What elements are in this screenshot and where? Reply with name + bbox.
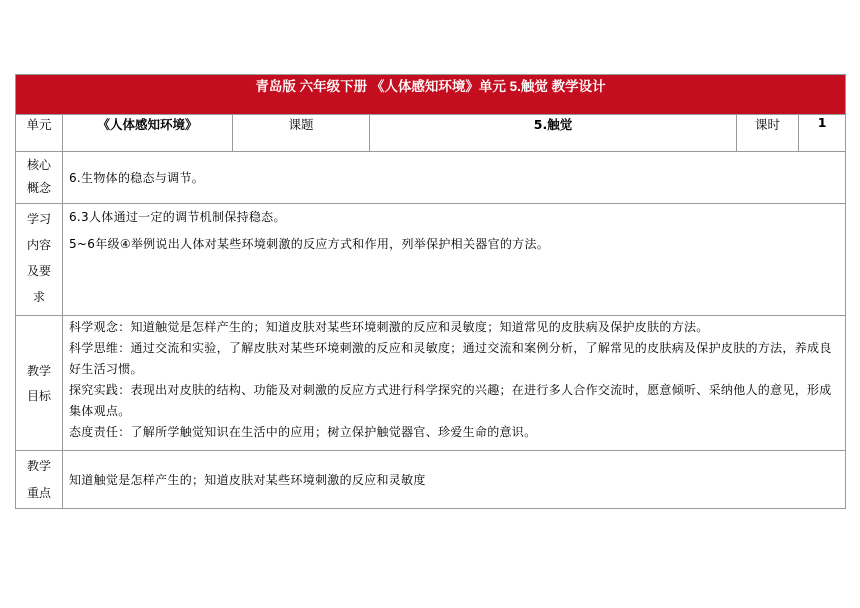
- requirement-line: 6.3人体通过一定的调节机制保持稳态。: [69, 210, 286, 224]
- learning-requirements-label: [16, 204, 63, 316]
- key-points-content: [63, 451, 846, 509]
- key-points-row: [16, 451, 846, 509]
- topic-label: 课题: [233, 115, 370, 152]
- teaching-goals-label: [16, 316, 63, 451]
- label-line: 概念: [26, 181, 51, 195]
- period-label: 课时: [737, 115, 799, 152]
- learning-requirements-row: [16, 204, 846, 316]
- teaching-goals-row: [16, 316, 846, 451]
- title-row: [16, 75, 846, 115]
- label-line: 求: [32, 290, 45, 304]
- label-line: 教学: [26, 459, 51, 473]
- core-concept-content: [63, 152, 846, 204]
- teaching-goals-content: [63, 316, 846, 451]
- goal-line: 态度责任：了解所学触觉知识在生活中的应用；树立保护触觉器官、珍爱生命的意识。: [69, 425, 537, 439]
- key-points-label: [16, 451, 63, 509]
- label-line: 及要: [26, 264, 51, 278]
- label-line: 重点: [26, 486, 51, 500]
- period-value: 1: [799, 115, 846, 152]
- label-line: 内容: [26, 238, 51, 252]
- core-concept-row: [16, 152, 846, 204]
- goal-line: 探究实践：表现出对皮肤的结构、功能及对刺激的反应方式进行科学探究的兴趣；在进行多人合作交流时，愿意倾听、采纳他人的意见，形成集体观点。: [69, 383, 832, 418]
- meta-row: [16, 115, 846, 152]
- label-line: 学习: [26, 212, 51, 226]
- unit-label: 单元: [16, 115, 63, 152]
- core-concept-text: 6.生物体的稳态与调节。: [69, 170, 205, 185]
- label-line: 教学: [26, 364, 51, 378]
- document-title: 青岛版 六年级下册 《人体感知环境》单元 5.触觉 教学设计: [16, 75, 846, 115]
- label-line: 目标: [26, 389, 51, 403]
- requirement-line: 5~6年级④举例说出人体对某些环境刺激的反应方式和作用，列举保护相关器官的方法。: [69, 237, 550, 251]
- unit-value: 《人体感知环境》: [63, 115, 233, 152]
- learning-requirements-content: [63, 204, 846, 316]
- goal-line: 科学思维：通过交流和实验，了解皮肤对某些环境刺激的反应和灵敏度；通过交流和案例分析，了解常见的皮肤病及保护皮肤的方法，养成良好生活习惯。: [69, 341, 832, 376]
- key-points-text: 知道触觉是怎样产生的；知道皮肤对某些环境刺激的反应和灵敏度: [69, 472, 426, 487]
- topic-value: 5.触觉: [370, 115, 737, 152]
- core-concept-label: [16, 152, 63, 204]
- label-line: 核心: [26, 158, 51, 172]
- lesson-design-table: [15, 74, 846, 509]
- goal-line: 科学观念：知道触觉是怎样产生的；知道皮肤对某些环境刺激的反应和灵敏度；知道常见的皮肤病及保护皮肤的方法。: [69, 320, 709, 334]
